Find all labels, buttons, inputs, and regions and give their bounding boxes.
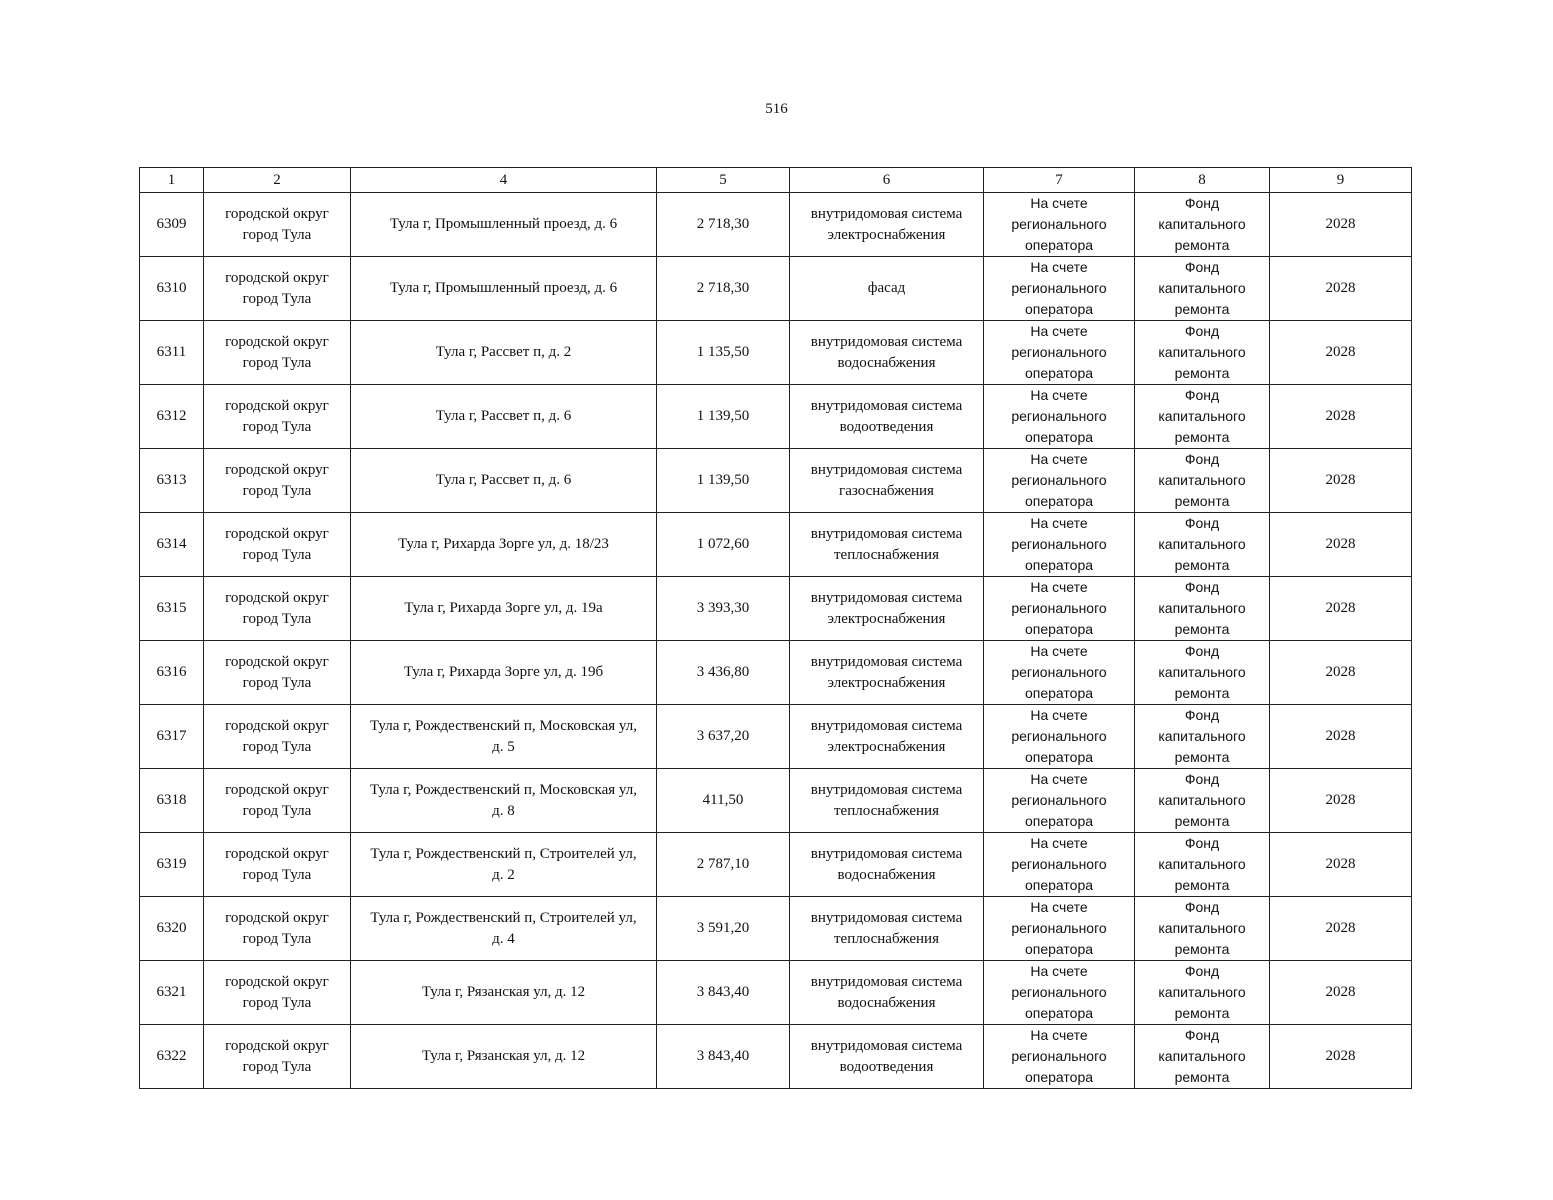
column-header: 4	[351, 168, 657, 193]
fund-cell	[1135, 705, 1270, 769]
municipality-cell-text: городской округ город Тула	[225, 269, 329, 307]
year-cell	[1270, 769, 1412, 833]
account-method-cell	[984, 705, 1135, 769]
municipality-cell-text: городской округ город Тула	[225, 1037, 329, 1075]
work-type-cell	[790, 577, 984, 641]
account-method-cell-text: На счете регионального оператора	[1011, 707, 1107, 765]
row-number-cell	[140, 513, 204, 577]
account-method-cell-text: На счете регионального оператора	[1011, 643, 1107, 701]
area-cell	[657, 641, 790, 705]
area-cell	[657, 897, 790, 961]
fund-cell	[1135, 449, 1270, 513]
table-row	[140, 513, 1412, 577]
address-cell	[351, 705, 657, 769]
row-number-cell	[140, 705, 204, 769]
column-header: 7	[984, 168, 1135, 193]
work-type-cell	[790, 257, 984, 321]
municipality-cell-text: городской округ город Тула	[225, 461, 329, 499]
municipality-cell-text: городской округ город Тула	[225, 973, 329, 1011]
year-cell-text: 2028	[1325, 856, 1356, 872]
table-row	[140, 577, 1412, 641]
work-type-cell	[790, 1025, 984, 1089]
row-number-cell	[140, 577, 204, 641]
address-cell-text: Тула г, Рихарда Зорге ул, д. 19а	[404, 600, 603, 616]
column-header: 9	[1270, 168, 1412, 193]
row-number-cell-text: 6315	[156, 600, 187, 616]
address-cell-text: Тула г, Промышленный проезд, д. 6	[389, 216, 618, 232]
year-cell-text: 2028	[1325, 920, 1356, 936]
address-cell-text: Тула г, Рихарда Зорге ул, д. 19б	[403, 664, 604, 680]
area-cell	[657, 513, 790, 577]
fund-cell	[1135, 641, 1270, 705]
column-header: 6	[790, 168, 984, 193]
work-type-cell-text: внутридомовая система теплоснабжения	[810, 781, 963, 819]
work-type-cell	[790, 449, 984, 513]
municipality-cell	[204, 961, 351, 1025]
row-number-cell-text: 6318	[156, 792, 187, 808]
municipality-cell	[204, 321, 351, 385]
year-cell	[1270, 705, 1412, 769]
work-type-cell-text: внутридомовая система электроснабжения	[810, 589, 963, 627]
row-number-cell	[140, 833, 204, 897]
address-cell-text: Тула г, Рождественский п, Строителей ул, д. 2	[370, 845, 637, 883]
table-row	[140, 321, 1412, 385]
table-row	[140, 641, 1412, 705]
year-cell	[1270, 897, 1412, 961]
year-cell-text: 2028	[1325, 536, 1356, 552]
fund-cell-text: Фонд капитального ремонта	[1158, 451, 1246, 509]
year-cell	[1270, 449, 1412, 513]
address-cell-text: Тула г, Рассвет п, д. 2	[435, 344, 572, 360]
fund-cell	[1135, 257, 1270, 321]
account-method-cell-text: На счете регионального оператора	[1011, 835, 1107, 893]
work-type-cell-text: внутридомовая система водоотведения	[810, 397, 963, 435]
address-cell-text: Тула г, Рязанская ул, д. 12	[421, 1048, 586, 1064]
account-method-cell-text: На счете регионального оператора	[1011, 579, 1107, 637]
address-cell-text: Тула г, Рязанская ул, д. 12	[421, 984, 586, 1000]
address-cell-text: Тула г, Рождественский п, Строителей ул, д. 4	[370, 909, 637, 947]
account-method-cell-text: На счете регионального оператора	[1011, 323, 1107, 381]
work-type-cell	[790, 769, 984, 833]
address-cell-text: Тула г, Рихарда Зорге ул, д. 18/23	[398, 536, 609, 552]
fund-cell	[1135, 193, 1270, 257]
row-number-cell-text: 6317	[156, 728, 187, 744]
year-cell-text: 2028	[1325, 408, 1356, 424]
row-number-cell	[140, 193, 204, 257]
area-cell	[657, 769, 790, 833]
work-type-cell-text: внутридомовая система теплоснабжения	[810, 909, 963, 947]
row-number-cell-text: 6316	[156, 664, 187, 680]
municipality-cell-text: городской округ город Тула	[225, 333, 329, 371]
address-cell	[351, 577, 657, 641]
row-number-cell	[140, 1025, 204, 1089]
fund-cell-text: Фонд капитального ремонта	[1158, 195, 1246, 253]
fund-cell	[1135, 321, 1270, 385]
year-cell	[1270, 321, 1412, 385]
area-cell-text: 1 139,50	[696, 408, 750, 424]
municipality-cell	[204, 449, 351, 513]
area-cell	[657, 961, 790, 1025]
municipality-cell	[204, 193, 351, 257]
work-type-cell-text: внутридомовая система электроснабжения	[810, 205, 963, 243]
address-cell-text: Тула г, Рождественский п, Московская ул, д. 8	[369, 781, 638, 819]
year-cell-text: 2028	[1325, 984, 1356, 1000]
fund-cell	[1135, 833, 1270, 897]
work-type-cell-text: внутридомовая система газоснабжения	[810, 461, 963, 499]
row-number-cell-text: 6322	[156, 1048, 187, 1064]
work-type-cell-text: внутридомовая система водоснабжения	[810, 845, 963, 883]
area-cell-text: 3 436,80	[696, 664, 750, 680]
municipality-cell	[204, 513, 351, 577]
capital-repair-table	[139, 167, 1412, 1089]
row-number-cell-text: 6320	[156, 920, 187, 936]
row-number-cell-text: 6321	[156, 984, 187, 1000]
area-cell	[657, 577, 790, 641]
account-method-cell	[984, 193, 1135, 257]
area-cell-text: 2 787,10	[696, 856, 750, 872]
municipality-cell-text: городской округ город Тула	[225, 653, 329, 691]
table-row	[140, 961, 1412, 1025]
area-cell-text: 1 139,50	[696, 472, 750, 488]
account-method-cell	[984, 321, 1135, 385]
work-type-cell-text: внутридомовая система водоснабжения	[810, 333, 963, 371]
work-type-cell-text: внутридомовая система электроснабжения	[810, 653, 963, 691]
municipality-cell	[204, 577, 351, 641]
area-cell	[657, 193, 790, 257]
area-cell	[657, 385, 790, 449]
year-cell	[1270, 833, 1412, 897]
address-cell	[351, 513, 657, 577]
row-number-cell-text: 6310	[156, 280, 187, 296]
area-cell	[657, 449, 790, 513]
row-number-cell	[140, 961, 204, 1025]
column-header: 8	[1135, 168, 1270, 193]
year-cell-text: 2028	[1325, 280, 1356, 296]
area-cell-text: 411,50	[702, 792, 744, 808]
municipality-cell	[204, 257, 351, 321]
account-method-cell	[984, 257, 1135, 321]
work-type-cell	[790, 193, 984, 257]
account-method-cell	[984, 897, 1135, 961]
fund-cell-text: Фонд капитального ремонта	[1158, 899, 1246, 957]
work-type-cell-text: внутридомовая система водоснабжения	[810, 973, 963, 1011]
year-cell-text: 2028	[1325, 792, 1356, 808]
row-number-cell-text: 6319	[156, 856, 187, 872]
year-cell-text: 2028	[1325, 1048, 1356, 1064]
municipality-cell	[204, 385, 351, 449]
fund-cell-text: Фонд капитального ремонта	[1158, 323, 1246, 381]
table-row	[140, 385, 1412, 449]
fund-cell	[1135, 513, 1270, 577]
municipality-cell	[204, 705, 351, 769]
municipality-cell-text: городской округ город Тула	[225, 397, 329, 435]
row-number-cell-text: 6313	[156, 472, 187, 488]
fund-cell	[1135, 961, 1270, 1025]
account-method-cell-text: На счете регионального оператора	[1011, 451, 1107, 509]
address-cell-text: Тула г, Рассвет п, д. 6	[435, 472, 572, 488]
address-cell-text: Тула г, Рассвет п, д. 6	[435, 408, 572, 424]
fund-cell	[1135, 769, 1270, 833]
address-cell	[351, 833, 657, 897]
year-cell	[1270, 385, 1412, 449]
address-cell	[351, 1025, 657, 1089]
area-cell-text: 3 843,40	[696, 984, 750, 1000]
fund-cell	[1135, 897, 1270, 961]
account-method-cell	[984, 1025, 1135, 1089]
column-header: 1	[140, 168, 204, 193]
area-cell	[657, 705, 790, 769]
municipality-cell	[204, 1025, 351, 1089]
fund-cell	[1135, 577, 1270, 641]
municipality-cell	[204, 769, 351, 833]
year-cell-text: 2028	[1325, 600, 1356, 616]
row-number-cell	[140, 321, 204, 385]
municipality-cell-text: городской округ город Тула	[225, 909, 329, 947]
account-method-cell-text: На счете регионального оператора	[1011, 899, 1107, 957]
area-cell-text: 1 135,50	[696, 344, 750, 360]
row-number-cell	[140, 897, 204, 961]
column-header: 5	[657, 168, 790, 193]
account-method-cell	[984, 833, 1135, 897]
account-method-cell	[984, 385, 1135, 449]
municipality-cell	[204, 833, 351, 897]
year-cell	[1270, 961, 1412, 1025]
account-method-cell	[984, 577, 1135, 641]
municipality-cell	[204, 897, 351, 961]
municipality-cell-text: городской округ город Тула	[225, 717, 329, 755]
column-header: 2	[204, 168, 351, 193]
area-cell-text: 3 591,20	[696, 920, 750, 936]
row-number-cell-text: 6309	[156, 216, 187, 232]
fund-cell-text: Фонд капитального ремонта	[1158, 643, 1246, 701]
account-method-cell	[984, 641, 1135, 705]
municipality-cell-text: городской округ город Тула	[225, 205, 329, 243]
account-method-cell	[984, 513, 1135, 577]
fund-cell-text: Фонд капитального ремонта	[1158, 771, 1246, 829]
year-cell	[1270, 641, 1412, 705]
fund-cell-text: Фонд капитального ремонта	[1158, 259, 1246, 317]
area-cell-text: 2 718,30	[696, 280, 750, 296]
account-method-cell	[984, 449, 1135, 513]
fund-cell-text: Фонд капитального ремонта	[1158, 963, 1246, 1021]
address-cell-text: Тула г, Промышленный проезд, д. 6	[389, 280, 618, 296]
fund-cell-text: Фонд капитального ремонта	[1158, 835, 1246, 893]
page-number: 516	[765, 101, 788, 117]
address-cell-text: Тула г, Рождественский п, Московская ул, д. 5	[369, 717, 638, 755]
account-method-cell-text: На счете регионального оператора	[1011, 387, 1107, 445]
table-row	[140, 833, 1412, 897]
row-number-cell-text: 6312	[156, 408, 187, 424]
table-row	[140, 449, 1412, 513]
year-cell-text: 2028	[1325, 472, 1356, 488]
fund-cell-text: Фонд капитального ремонта	[1158, 1027, 1246, 1085]
work-type-cell	[790, 833, 984, 897]
area-cell	[657, 1025, 790, 1089]
address-cell	[351, 641, 657, 705]
account-method-cell-text: На счете регионального оператора	[1011, 1027, 1107, 1085]
header-row	[140, 168, 1412, 193]
table-row	[140, 897, 1412, 961]
year-cell	[1270, 257, 1412, 321]
row-number-cell-text: 6311	[156, 344, 187, 360]
area-cell	[657, 321, 790, 385]
row-number-cell	[140, 641, 204, 705]
year-cell	[1270, 193, 1412, 257]
work-type-cell	[790, 385, 984, 449]
table-body	[140, 193, 1412, 1089]
address-cell	[351, 385, 657, 449]
work-type-cell-text: фасад	[867, 280, 906, 296]
address-cell	[351, 321, 657, 385]
municipality-cell-text: городской округ город Тула	[225, 589, 329, 627]
work-type-cell-text: внутридомовая система водоотведения	[810, 1037, 963, 1075]
work-type-cell	[790, 897, 984, 961]
table-row	[140, 705, 1412, 769]
table-row	[140, 769, 1412, 833]
row-number-cell	[140, 769, 204, 833]
address-cell	[351, 257, 657, 321]
year-cell	[1270, 1025, 1412, 1089]
row-number-cell-text: 6314	[156, 536, 187, 552]
work-type-cell	[790, 513, 984, 577]
row-number-cell	[140, 449, 204, 513]
area-cell-text: 1 072,60	[696, 536, 750, 552]
year-cell-text: 2028	[1325, 664, 1356, 680]
work-type-cell	[790, 961, 984, 1025]
account-method-cell-text: На счете регионального оператора	[1011, 515, 1107, 573]
account-method-cell-text: На счете регионального оператора	[1011, 195, 1107, 253]
account-method-cell-text: На счете регионального оператора	[1011, 963, 1107, 1021]
work-type-cell	[790, 641, 984, 705]
municipality-cell-text: городской округ город Тула	[225, 845, 329, 883]
fund-cell	[1135, 1025, 1270, 1089]
work-type-cell-text: внутридомовая система электроснабжения	[810, 717, 963, 755]
year-cell-text: 2028	[1325, 216, 1356, 232]
work-type-cell	[790, 321, 984, 385]
table-row	[140, 257, 1412, 321]
fund-cell-text: Фонд капитального ремонта	[1158, 515, 1246, 573]
fund-cell-text: Фонд капитального ремонта	[1158, 387, 1246, 445]
work-type-cell-text: внутридомовая система теплоснабжения	[810, 525, 963, 563]
area-cell-text: 3 393,30	[696, 600, 750, 616]
address-cell	[351, 193, 657, 257]
year-cell-text: 2028	[1325, 344, 1356, 360]
row-number-cell	[140, 385, 204, 449]
address-cell	[351, 897, 657, 961]
account-method-cell	[984, 769, 1135, 833]
year-cell	[1270, 577, 1412, 641]
municipality-cell	[204, 641, 351, 705]
year-cell	[1270, 513, 1412, 577]
year-cell-text: 2028	[1325, 728, 1356, 744]
account-method-cell	[984, 961, 1135, 1025]
fund-cell-text: Фонд капитального ремонта	[1158, 579, 1246, 637]
area-cell-text: 3 637,20	[696, 728, 750, 744]
table-row	[140, 193, 1412, 257]
address-cell	[351, 961, 657, 1025]
address-cell	[351, 769, 657, 833]
fund-cell	[1135, 385, 1270, 449]
area-cell-text: 3 843,40	[696, 1048, 750, 1064]
fund-cell-text: Фонд капитального ремонта	[1158, 707, 1246, 765]
work-type-cell	[790, 705, 984, 769]
table-row	[140, 1025, 1412, 1089]
municipality-cell-text: городской округ город Тула	[225, 781, 329, 819]
row-number-cell	[140, 257, 204, 321]
area-cell	[657, 833, 790, 897]
area-cell-text: 2 718,30	[696, 216, 750, 232]
address-cell	[351, 449, 657, 513]
account-method-cell-text: На счете регионального оператора	[1011, 259, 1107, 317]
area-cell	[657, 257, 790, 321]
account-method-cell-text: На счете регионального оператора	[1011, 771, 1107, 829]
municipality-cell-text: городской округ город Тула	[225, 525, 329, 563]
